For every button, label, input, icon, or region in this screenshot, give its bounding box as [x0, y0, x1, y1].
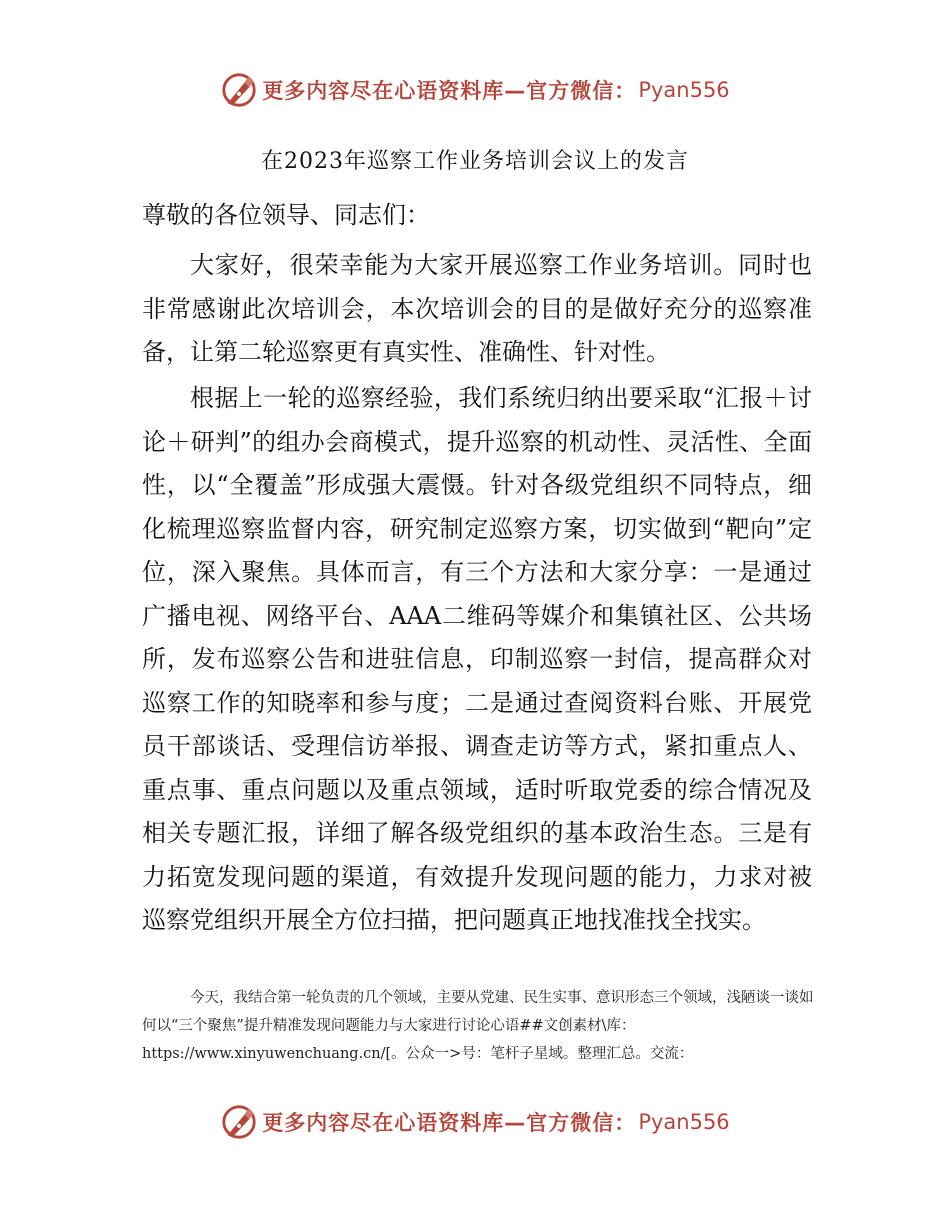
paragraph-intro: 大家好，很荣幸能为大家开展巡察工作业务培训。同时也非常感谢此次培训会，本次培训会的目的是做好充分的巡察准备，让第二轮巡察更有真实性、准确性、针对性。 — [142, 251, 812, 366]
paragraph-methods: 根据上一轮的巡察经验，我们系统归纳出要采取“汇报＋讨论＋研判”的组办会商模式，提升巡察的机动性、灵活性、全面性，以“全覆盖”形成强大震慑。针对各级党组织不同特点，细化梳理巡察监督内容，研究制定巡察方案，切实做到“靶向”定位，深入聚焦。具体而言，有三个方法和大家分享：一是通过广播电视、网络平台、AAA二维码等媒介和集镇社区、公共场所，发布巡察公告和进驻信息，印制巡察一封信，提高群众对巡察工作的知晓率和参与度；二是通过查阅资料台账、开展党员干部谈话、受理信访举报、调查走访等方式，紧扣重点人、重点事、重点问题以及重点领域，适时听取党委的综合情况及相关专题汇报，详细了解各级党组织的基本政治生态。三是有力拓宽发现问题的渠道，有效提升发现问题的能力，力求对被巡察党组织开展全方位扫描，把问题真正地找准找全找实。 — [142, 384, 812, 934]
watermark-banner-top — [0, 68, 950, 112]
pen-nib-circle-icon — [220, 71, 258, 109]
greeting: 尊敬的各位领导、同志们： — [142, 201, 430, 229]
document-title: 在2023年巡察工作业务培训会议上的发言 — [261, 149, 689, 174]
watermark-wechat-id: Pyan556 — [638, 1110, 730, 1134]
watermark-banner-bottom — [0, 1100, 950, 1144]
watermark-wechat-id: Pyan556 — [638, 78, 730, 102]
watermark-brand-text: 更多内容尽在心语资料库—官方微信： — [262, 79, 637, 103]
pen-nib-circle-icon — [220, 1103, 258, 1141]
paragraph-small-note: 今天，我结合第一轮负责的几个领域，主要从党建、民生实事、意识形态三个领域，浅陋谈一谈如何以“三个聚焦”提升精准发现问题能力与大家进行讨论心语##文创素材\库：https://www.xinyuwenchuang.cn/[。公众一>号：笔杆子星域。整理汇总。交流： — [142, 990, 814, 1062]
watermark-brand-text: 更多内容尽在心语资料库—官方微信： — [262, 1111, 637, 1135]
